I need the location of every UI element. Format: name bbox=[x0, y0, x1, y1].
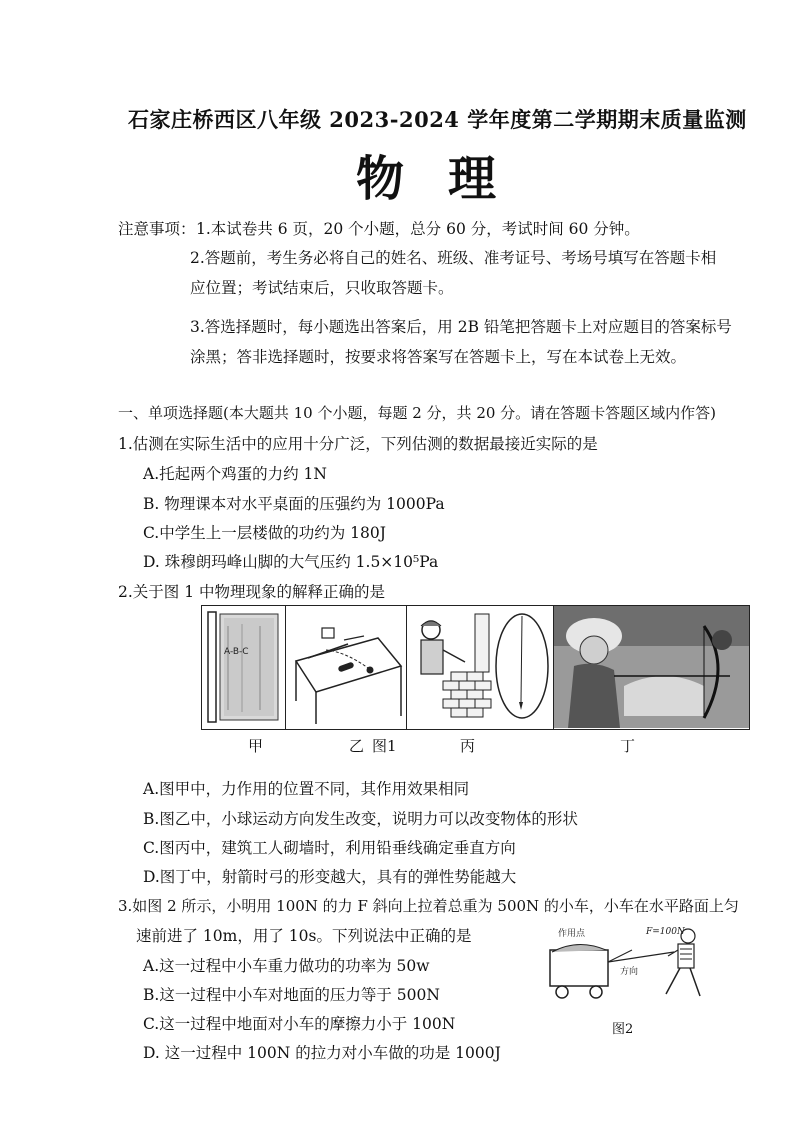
q3-stem-line-2: 速前进了 10m，用了 10s。下列说法中正确的是 bbox=[136, 927, 472, 945]
notes-item-1: 1.本试卷共 6 页，20 个小题，总分 60 分，考试时间 60 分钟。 bbox=[196, 220, 640, 238]
table-ball-illustration bbox=[286, 606, 406, 728]
worker-plumb-illustration bbox=[407, 606, 553, 728]
figure-1-panel-yi bbox=[286, 606, 407, 729]
q3-stem-line-1: 3.如图 2 所示，小明用 100N 的力 F 斜向上拉着总重为 500N 的小车，小车在水平路面上匀 bbox=[118, 897, 739, 915]
section-1-heading: 一、单项选择题(本大题共 10 个小题，每题 2 分，共 20 分。请在答题卡答题区域内作答) bbox=[118, 404, 717, 422]
q1-option-a: A.托起两个鸡蛋的力约 1N bbox=[143, 465, 327, 483]
door-illustration bbox=[202, 606, 285, 728]
fig1-label-jia: 甲 bbox=[248, 737, 264, 755]
fig1-label-ding: 丁 bbox=[620, 737, 636, 755]
q2-stem: 2.关于图 1 中物理现象的解释正确的是 bbox=[118, 583, 386, 601]
q2-option-d: D.图丁中，射箭时弓的形变越大，具有的弹性势能越大 bbox=[143, 868, 517, 886]
exam-title: 石家庄桥西区八年级 2023-2024 学年度第二学期期末质量监测 bbox=[128, 107, 747, 132]
notes-item-2-line-1: 2.答题前，考生务必将自己的姓名、班级、准考证号、考场号填写在答题卡相 bbox=[190, 249, 717, 267]
fig1-caption: 图1 bbox=[372, 737, 397, 755]
notes-item-3-line-1: 3.答选择题时，每小题选出答案后，用 2B 铅笔把答题卡上对应题目的答案标号 bbox=[190, 318, 732, 336]
figure-2 bbox=[548, 922, 718, 1010]
figure-1-panel-ding bbox=[554, 606, 751, 729]
fig1-label-yi: 乙 bbox=[349, 737, 365, 755]
q1-option-c: C.中学生上一层楼做的功约为 180J bbox=[143, 524, 386, 542]
fig2-force-label: F=100N bbox=[646, 927, 685, 937]
fig2-direction-label: 方向 bbox=[620, 967, 639, 977]
fig2-caption: 图2 bbox=[612, 1022, 634, 1037]
notes-label: 注意事项： bbox=[118, 220, 196, 238]
q3-option-d: D. 这一过程中 100N 的拉力对小车做的功是 1000J bbox=[143, 1044, 501, 1062]
q3-option-b: B.这一过程中小车对地面的压力等于 500N bbox=[143, 986, 440, 1004]
fig2-point-label: 作用点 bbox=[558, 929, 586, 939]
q3-option-a: A.这一过程中小车重力做功的功率为 50w bbox=[143, 957, 430, 975]
figure-1 bbox=[201, 605, 750, 730]
fig1-label-bing: 丙 bbox=[460, 737, 476, 755]
archer-illustration bbox=[554, 606, 749, 728]
figure-1-panel-jia bbox=[202, 606, 286, 729]
q2-option-a: A.图甲中，力作用的位置不同，其作用效果相同 bbox=[143, 780, 470, 798]
notes-item-3-line-2: 涂黑；答非选择题时，按要求将答案写在答题卡上，写在本试卷上无效。 bbox=[190, 348, 687, 366]
q1-option-d: D. 珠穆朗玛峰山脚的大气压约 1.5×10⁵Pa bbox=[143, 553, 439, 571]
ruler-text: A-B-C bbox=[224, 647, 249, 657]
subject-title: 物理 bbox=[356, 151, 541, 207]
notes-item-2-line-2: 应位置；考试结束后，只收取答题卡。 bbox=[190, 279, 454, 297]
q2-option-c: C.图丙中，建筑工人砌墙时，利用铅垂线确定垂直方向 bbox=[143, 839, 516, 857]
q2-option-b: B.图乙中，小球运动方向发生改变，说明力可以改变物体的形状 bbox=[143, 810, 578, 828]
q1-option-b: B. 物理课本对水平桌面的压强约为 1000Pa bbox=[143, 495, 445, 513]
q1-stem: 1.估测在实际生活中的应用十分广泛，下列估测的数据最接近实际的是 bbox=[118, 435, 598, 453]
q3-option-c: C.这一过程中地面对小车的摩擦力小于 100N bbox=[143, 1015, 456, 1033]
figure-1-panel-bing bbox=[407, 606, 554, 729]
